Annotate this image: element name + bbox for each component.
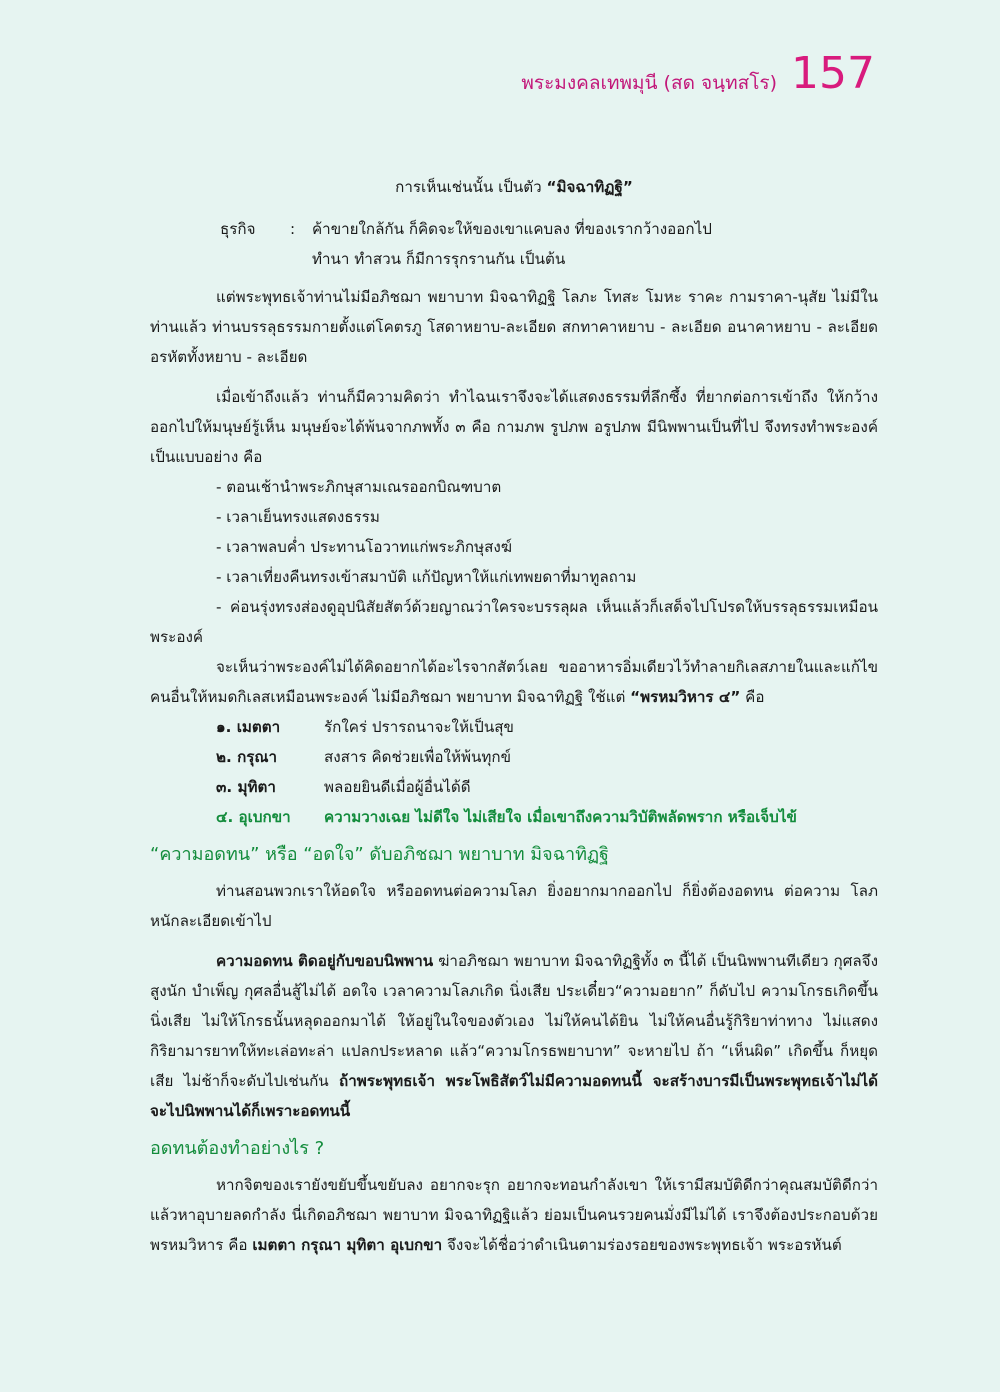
paragraph-1: แต่พระพุทธเจ้าท่านไม่มีอภิชฌา พยาบาท มิจฉาทิฏฐิ โลภะ โทสะ โมหะ ราคะ กามราคา-นุสัย ไม่มีในท่านแล้ว ท่านบรรลุธรรมกายตั้งแต่โคตรภู โสดาหยาบ-ละเอียด สกทาคาหยาบ - ละเอียด อนาคาหยาบ - ละเอียด อรหัตทั้งหยาบ - ละเอียด [150,288,878,366]
virtue-term: ๑. เมตตา [216,718,281,736]
page-header [521,50,875,98]
paragraph-5-bold-lead: ความอดทน ติดอยู่กับขอบนิพพาน [216,952,434,970]
virtue-desc: สงสาร คิดช่วยเพื่อให้พ้นทุกข์ [324,748,511,766]
business-colon: : [290,220,296,238]
paragraph-3-text: จะเห็นว่าพระองค์ไม่ได้คิดอยากได้อะไรจากสัตว์เลย ขออาหารอิ่มเดียวไว้ทำลายกิเลสภายในและแก้ไขคนอื่นให้หมดกิเลสเหมือนพระองค์ ไม่มีอภิชฌา พยาบาท มิจฉาทิฏฐิ ใช้แต่ [150,658,878,706]
virtue-desc: ความวางเฉย ไม่ดีใจ ไม่เสียใจ เมื่อเขาถึงความวิบัติพลัดพราก หรือเจ็บไข้ [324,808,797,826]
page-content [150,172,878,1260]
business-label: ธุรกิจ [220,220,256,238]
paragraph-5 [150,946,878,1126]
intro-line [150,172,878,202]
virtue-row [216,742,878,772]
virtue-row-highlight [216,802,878,832]
virtue-row [216,772,878,802]
paragraph-6-bold: เมตตา กรุณา มุทิตา อุเบกขา [252,1236,443,1254]
virtue-desc: พลอยยินดีเมื่อผู้อื่นได้ดี [324,778,471,796]
paragraph-3-bold: “พรหมวิหาร ๔” [630,688,741,706]
virtue-term: ๔. อุเบกขา [216,808,291,826]
routine-item: - เวลาเที่ยงคืนทรงเข้าสมาบัติ แก้ปัญหาให้แก่เทพยดาที่มาทูลถาม [216,568,637,586]
section-heading-patience: “ความอดทน” หรือ “อดใจ” ดับอภิชฌา พยาบาท มิจฉาทิฏฐิ [150,844,609,865]
business-block [220,214,878,274]
business-line-2: ทำนา ทำสวน ก็มีการรุกรานกัน เป็นต้น [312,250,566,268]
virtue-desc: รักใคร่ ปรารถนาจะให้เป็นสุข [324,718,514,736]
header-title: พระมงคลเทพมุนี (สด จนฺทสโร) [521,72,778,94]
paragraph-5-text: ฆ่าอภิชฌา พยาบาท มิจฉาทิฏฐิทั้ง ๓ นี้ได้ เป็นนิพพานทีเดียว กุศลจึงสูงนัก บำเพ็ญ กุศลอื่นสู้ไม่ได้ อดใจ เวลาความโลภเกิด นิ่งเสีย ประเดี๋ยว“ความอยาก” ก็ดับไป ความโกรธเกิดขึ้น นิ่งเสีย ไม่ให้โกรธนั้นหลุดออกมาได้ ให้อยู่ในใจของตัวเอง ไม่ให้คนได้ยิน ไม่ให้คนอื่นรู้กิริยาท่าทาง ไม่แสดง กิริยามารยาทให้ทะเล่อทะล่า แปลกประหลาด แล้ว“ความโกรธพยาบาท” จะหายไป ถ้า “เห็นผิด” เกิดขึ้น ก็หยุดเสีย ไม่ช้าก็จะดับไปเช่นกัน [150,952,878,1090]
paragraph-3 [150,652,878,712]
routine-item: - ตอนเช้านำพระภิกษุสามเณรออกบิณฑบาต [216,478,502,496]
paragraph-6-text: หากจิตของเรายังขยับขึ้นขยับลง อยากจะรุก อยากจะทอนกำลังเขา ให้เรามีสมบัติดีกว่าคุณสมบัติดีกว่า แล้วหาอุบายลดกำลัง นี่เกิดอภิชฌา พยาบาท มิจฉาทิฏฐิแล้ว ย่อมเป็นคนรวยคนมั่งมีไม่ได้ เราจึงต้องประกอบด้วยพรหมวิหาร คือ [150,1176,878,1254]
paragraph-5-bold-tail: ถ้าพระพุทธเจ้า พระโพธิสัตว์ไม่มีความอดทนนี้ จะสร้างบารมีเป็นพระพุทธเจ้าไม่ได้ จะไปนิพพานได้ก็เพราะอดทนนี้ [150,1072,878,1120]
section-heading-how: อดทนต้องทำอย่างไร ? [150,1138,325,1159]
paragraph-4: ท่านสอนพวกเราให้อดใจ หรืออดทนต่อความโลภ ยิ่งอยากมากออกไป ก็ยิ่งต้องอดทน ต่อความ โลภหนักละเอียดเข้าไป [150,882,878,930]
paragraph-6 [150,1170,878,1260]
intro-bold: “มิจฉาทิฏฐิ” [546,178,633,196]
routine-item-last: - ค่อนรุ่งทรงส่องดูอุปนิสัยสัตว์ด้วยญาณว่าใครจะบรรลุผล เห็นแล้วก็เสด็จไปโปรดให้บรรลุธรรมเหมือนพระองค์ [150,598,878,646]
page-number: 157 [791,48,875,99]
routine-item: - เวลาเย็นทรงแสดงธรรม [216,508,380,526]
virtue-term: ๓. มุทิตา [216,778,276,796]
paragraph-3-tail: คือ [740,688,765,706]
routine-item: - เวลาพลบค่ำ ประทานโอวาทแก่พระภิกษุสงฆ์ [216,538,513,556]
business-line-1: ค้าขายใกล้กัน ก็คิดจะให้ของเขาแคบลง ที่ของเรากว้างออกไป [312,220,712,238]
virtue-row [216,712,878,742]
intro-text: การเห็นเช่นนั้น เป็นตัว [395,178,547,196]
paragraph-2: เมื่อเข้าถึงแล้ว ท่านก็มีความคิดว่า ทำไฉนเราจึงจะได้แสดงธรรมที่ลึกซึ้ง ที่ยากต่อการเข้าถึง ให้กว้างออกไปให้มนุษย์รู้เห็น มนุษย์จะได้พ้นจากภพทั้ง ๓ คือ กามภพ รูปภพ อรูปภพ มีนิพพานเป็นที่ไป จึงทรงทำพระองค์เป็นแบบอย่าง คือ [150,388,878,466]
paragraph-6-tail: จึงจะได้ชื่อว่าดำเนินตามร่องรอยของพระพุทธเจ้า พระอรหันต์ [442,1236,842,1254]
virtue-term: ๒. กรุณา [216,748,278,766]
